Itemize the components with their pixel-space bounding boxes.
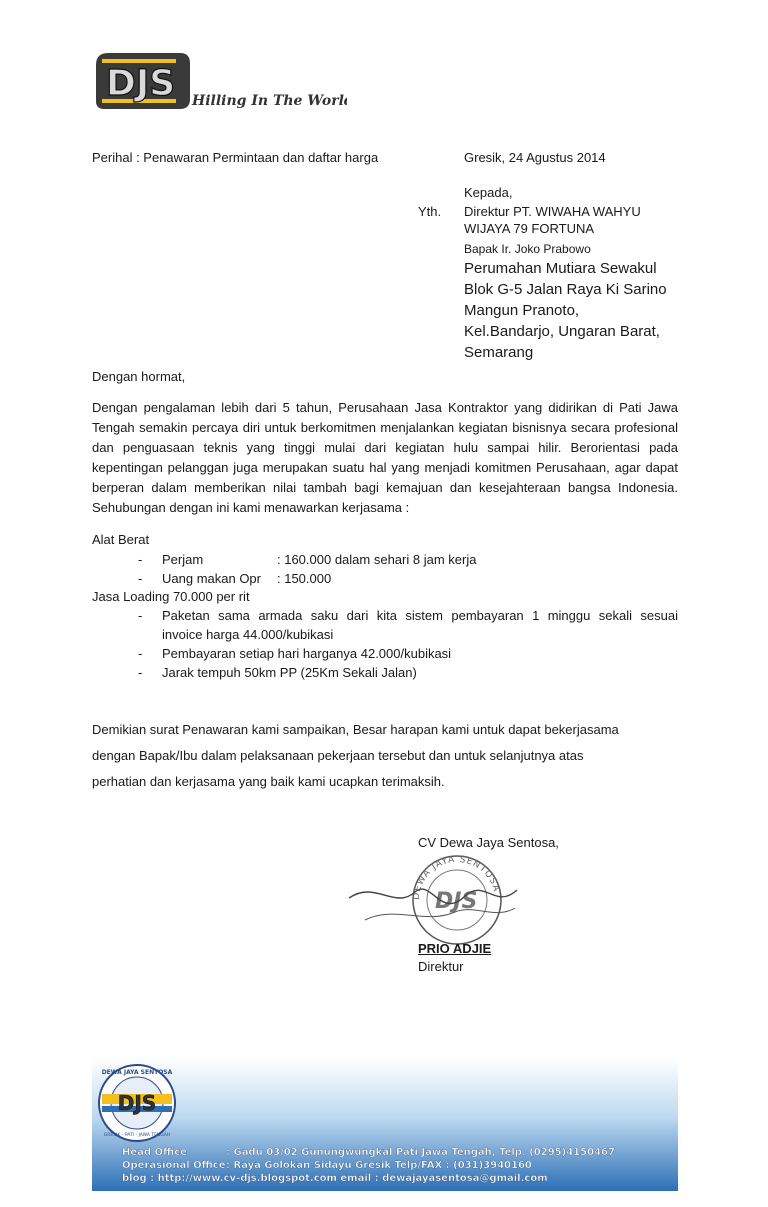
- operational-label: Operasional Office: [122, 1160, 226, 1171]
- list-dash: -: [138, 552, 143, 567]
- recipient-line-1: Direktur PT. WIWAHA WAHYU: [464, 204, 641, 219]
- jasa-text: Jarak tempuh 50km PP (25Km Sekali Jalan): [162, 665, 417, 680]
- body-paragraph: [92, 398, 678, 518]
- address-line: Semarang: [464, 344, 534, 361]
- closing-line: perhatian dan kerjasama yang baik kami ucapkan terimaksih.: [92, 774, 445, 789]
- list-item: [0, 644, 768, 663]
- greeting: Dengan hormat,: [92, 369, 186, 384]
- list-item: [0, 550, 768, 569]
- signer-name: PRIO ADJIE: [418, 941, 492, 956]
- address-line: Mangun Pranoto,: [464, 302, 580, 319]
- address-line: Perumahan Mutiara Sewakul: [464, 260, 657, 277]
- list-dash: -: [138, 571, 143, 586]
- list-dash: -: [138, 665, 143, 680]
- recipient-address: [464, 258, 667, 363]
- blog-line: blog : http://www.cv-djs.blogspot.com email : dewajayasentosa@gmail.com: [122, 1173, 548, 1184]
- badge-top-text: DEWA JAYA SENTOSA: [101, 1069, 173, 1076]
- logo-text: DJS: [106, 63, 176, 104]
- operational-value: : Raya Golokan Sidayu Gresik Telp/FAX : (031)3940160: [226, 1160, 532, 1171]
- alat-berat-title: Alat Berat: [92, 532, 150, 547]
- address-line: Blok G-5 Jalan Raya Ki Sarino: [464, 281, 667, 298]
- letter-date: Gresik, 24 Agustus 2014: [464, 150, 606, 165]
- subject-line: Perihal : Penawaran Permintaan dan daftar harga: [92, 150, 379, 165]
- stamp-logo: DJS: [435, 889, 478, 914]
- jasa-text: Pembayaran setiap hari harganya 42.000/kubikasi: [162, 646, 452, 661]
- alat-value: : 160.000 dalam sehari 8 jam kerja: [277, 552, 477, 567]
- list-item: [0, 569, 768, 588]
- to-label: Kepada,: [464, 185, 513, 200]
- footer-banner: [92, 1058, 678, 1191]
- address-line: Kel.Bandarjo, Ungaran Barat,: [464, 323, 660, 340]
- badge-bottom-text: GRESIK - PATI - JAWA TENGAH: [103, 1133, 171, 1138]
- head-office-value: : Gadu 03/02 Gunungwungkal Pati Jawa Tengah, Telp. (0295)4150467: [226, 1147, 615, 1158]
- yth-label: Yth.: [418, 204, 442, 219]
- company-sign: CV Dewa Jaya Sentosa,: [418, 835, 559, 850]
- closing-paragraph: [92, 717, 619, 795]
- list-dash: -: [138, 646, 143, 661]
- closing-line: dengan Bapak/Ibu dalam pelaksanaan pekerjaan tersebut dan untuk selanjutnya atas: [92, 748, 584, 763]
- alat-value: : 150.000: [277, 571, 332, 586]
- jasa-text-cont: invoice harga 44.000/kubikasi: [162, 627, 334, 642]
- badge-logo: DJS: [117, 1091, 157, 1115]
- list-item: [0, 663, 768, 682]
- jasa-text: Paketan sama armada saku dari kita sistem pembayaran 1 minggu sekali sesuai: [162, 608, 678, 623]
- logo-tagline: Hilling In The World: [192, 93, 347, 109]
- list-item: [0, 606, 768, 644]
- list-dash: -: [138, 608, 143, 623]
- company-logo: [92, 47, 347, 115]
- signer-title: Direktur: [418, 959, 464, 974]
- alat-label: Uang makan Opr: [162, 571, 261, 586]
- head-office-label: Head Office: [122, 1147, 187, 1158]
- alat-label: Perjam: [162, 552, 204, 567]
- body-text: Dengan pengalaman lebih dari 5 tahun, Perusahaan Jasa Kontraktor yang didirikan di Pati Jawa Tengah semakin percaya diri untuk berkomitmen menjalankan kegiatan bisnisnya secara profesional dan penguasaan teknis yang tinggi mulai dari kegiatan hulu sampai hilir. Berorientasi pada kepentingan pelanggan juga merupakan suatu hal yang menjadi komitmen Perusahaan, agar dapat berperan dalam memberikan nilai tambah bagi kemajuan dan kesejahteraan bangsa Indonesia. Sehubungan dengan ini kami menawarkan kerjasama :: [92, 400, 678, 515]
- jasa-loading-title: Jasa Loading 70.000 per rit: [92, 589, 250, 604]
- stamp-text: DEWA JAYA SENTOSA: [411, 854, 502, 901]
- recipient-contact: Bapak Ir. Joko Prabowo: [464, 242, 591, 256]
- recipient-line-2: WIJAYA 79 FORTUNA: [464, 221, 595, 236]
- signature-stamp: [345, 850, 525, 945]
- closing-line: Demikian surat Penawaran kami sampaikan, Besar harapan kami untuk dapat bekerjasama: [92, 722, 619, 737]
